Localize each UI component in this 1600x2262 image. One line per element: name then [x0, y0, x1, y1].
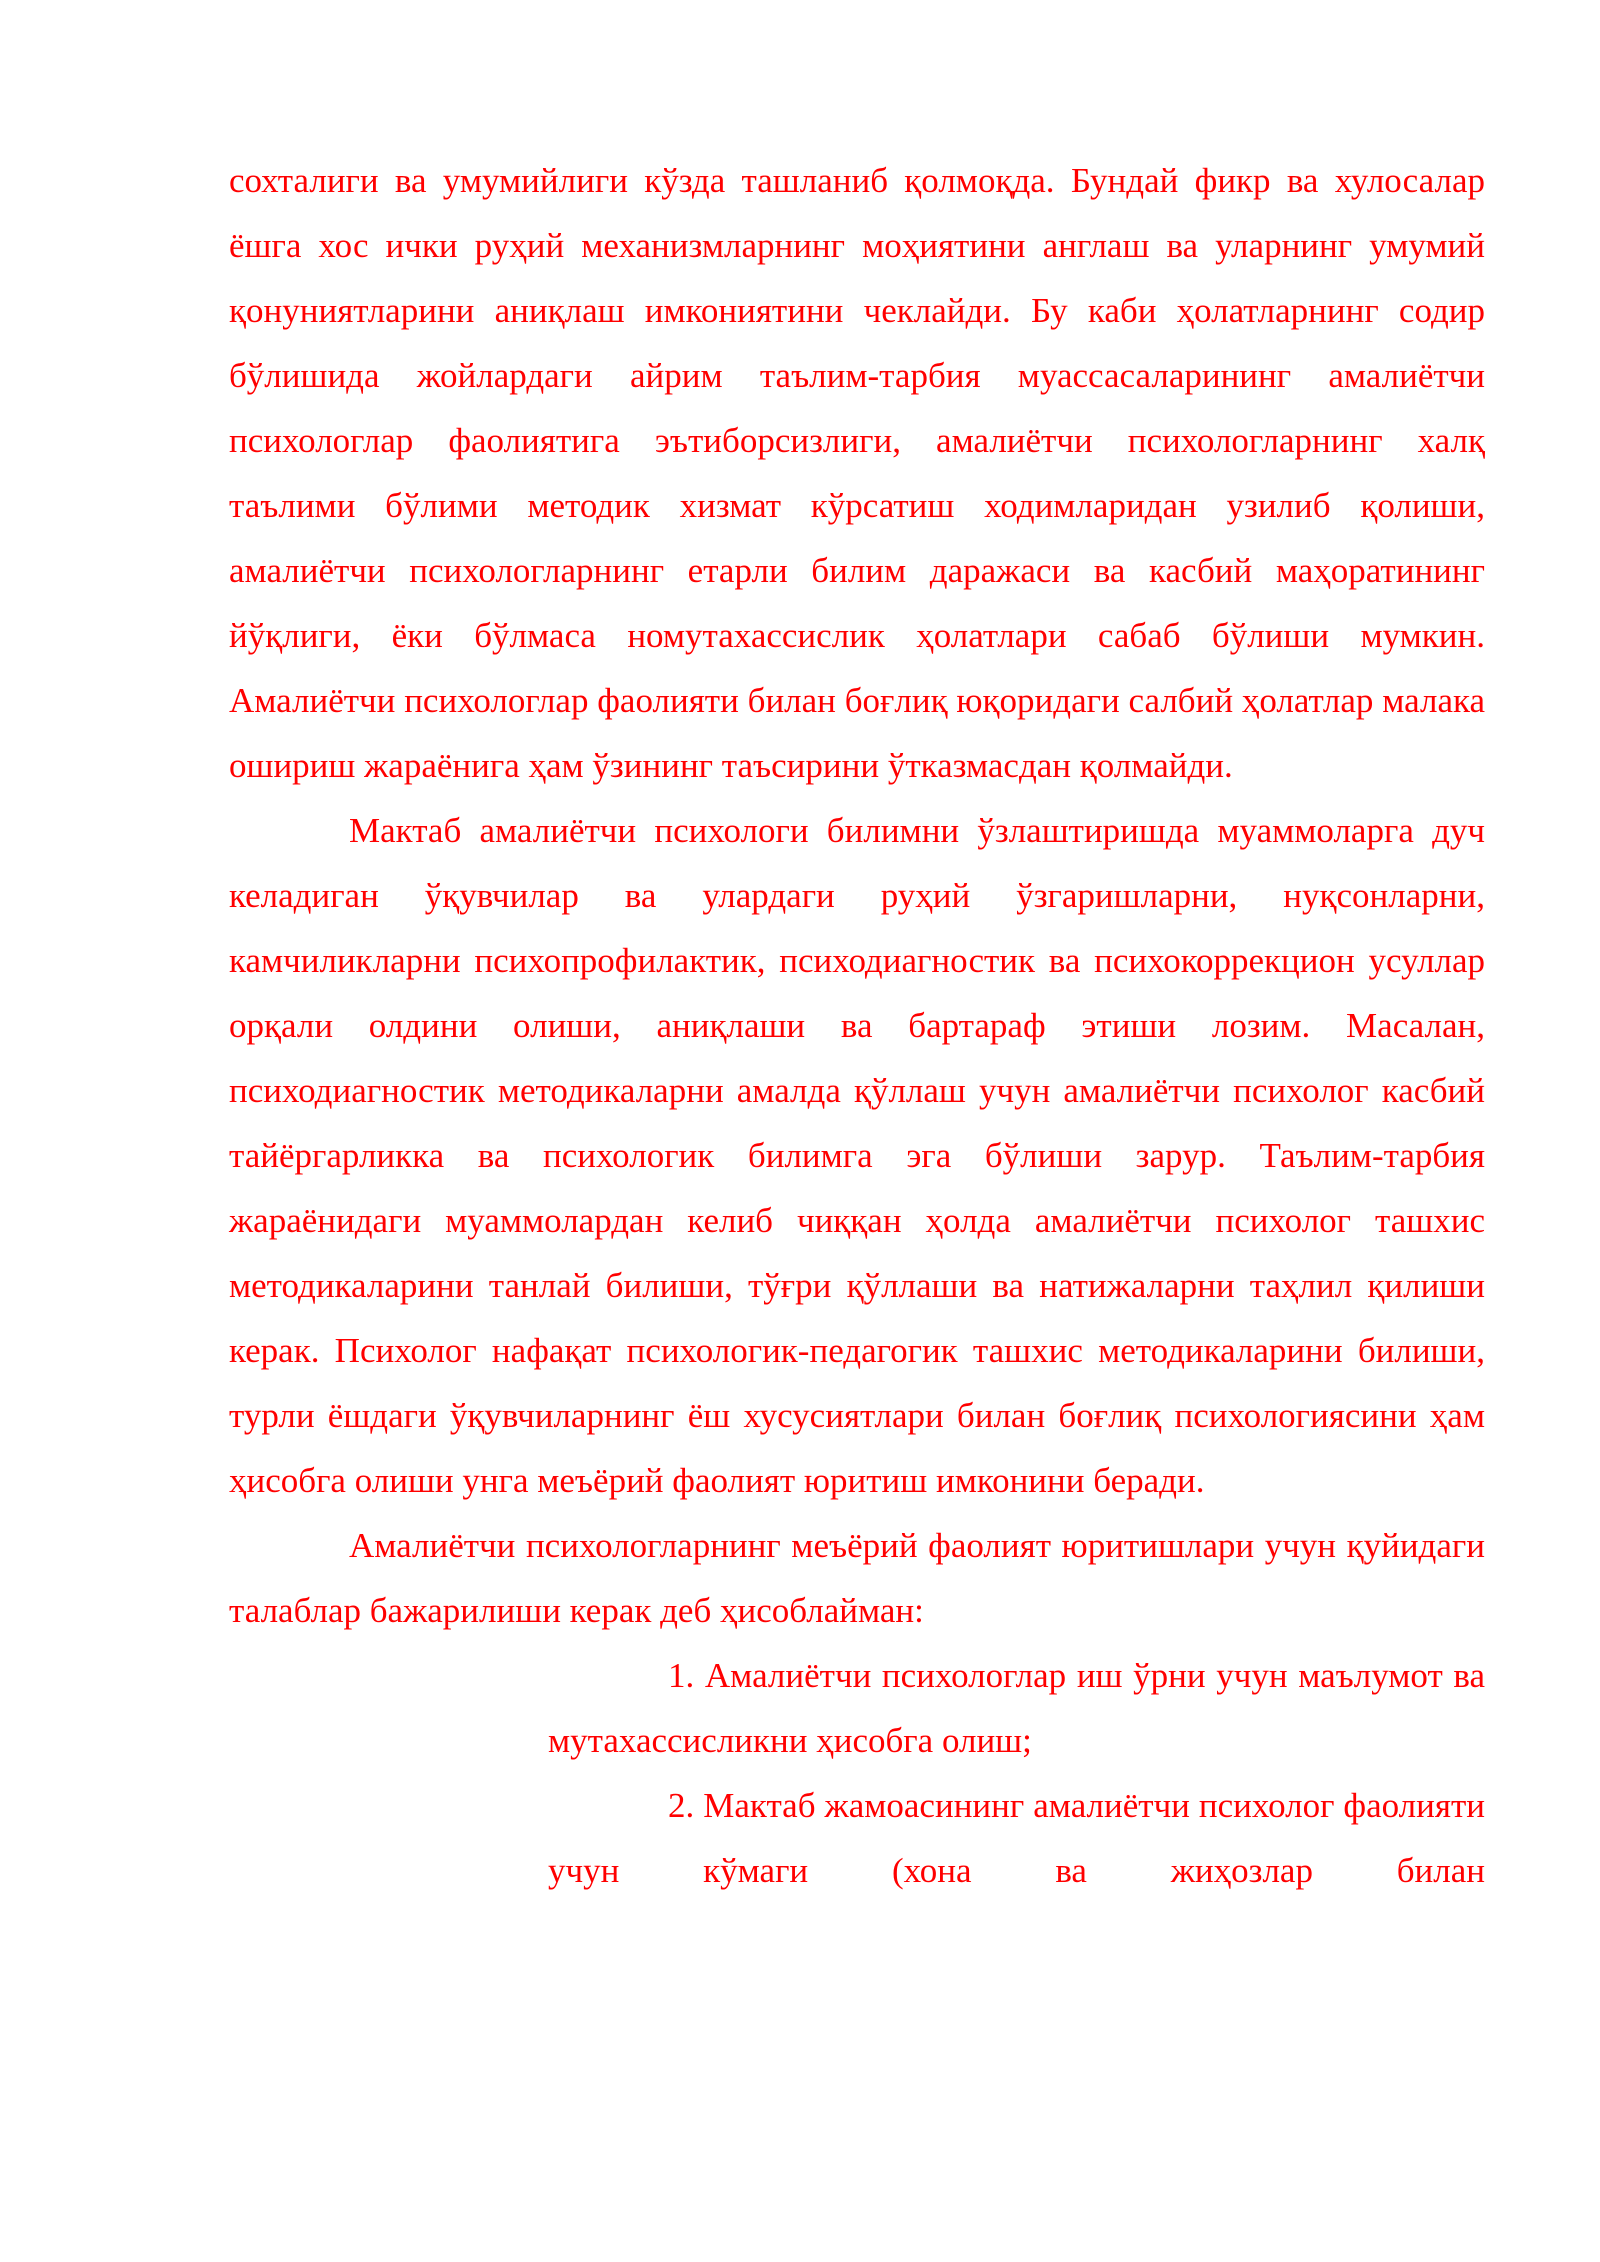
paragraph-1: сохталиги ва умумийлиги кўзда ташланиб қолмоқда. Бундай фикр ва хулосалар ёшга хос ички руҳий механизмларнинг моҳиятини англаш ва уларнинг умумий қонуниятларини аниқлаш имкониятини чеклайди. Бу каби ҳолатларнинг содир бўлишида жойлардаги айрим таълим-тарбия муассасаларининг амалиётчи психологлар фаолиятига эътиборсизлиги, амалиётчи психологларнинг халқ таълими бўлими методик хизмат кўрсатиш ходимларидан узилиб қолиши, амалиётчи психологларнинг етарли билим даражаси ва касбий маҳоратининг йўқлиги, ёки бўлмаса номутахассислик ҳолатлари сабаб бўлиши мумкин. Амалиётчи психологлар фаолияти билан боғлиқ юқоридаги салбий ҳолатлар малака ошириш жараёнига ҳам ўзининг таъсирини ўтказмасдан қолмайди. [229, 161, 1485, 785]
list-item-text: Мактаб жамоасининг амалиётчи психолог фаолияти учун кўмаги (хона ва жиҳозлар билан [548, 1786, 1486, 1890]
list-item-number: 2. [668, 1786, 695, 1825]
paragraph-2: Мактаб амалиётчи психологи билимни ўзлаштиришда муаммоларга дуч келадиган ўқувчилар ва улардаги руҳий ўзгаришларни, нуқсонларни, камчиликларни психопрофилактик, психодиагностик ва психокоррекцион усуллар орқали олдини олиши, аниқлаши ва бартараф этиши лозим. Масалан, психодиагностик методикаларни амалда қўллаш учун амалиётчи психолог касбий тайёргарликка ва психологик билимга эга бўлиши зарур. Таълим-тарбия жараёнидаги муаммолардан келиб чиққан ҳолда амалиётчи психолог ташхис методикаларини танлай билиши, тўғри қўллаши ва натижаларни таҳлил қилиши керак. Психолог нафақат психологик-педагогик ташхис методикаларини билиши, турли ёшдаги ўқувчиларнинг ёш хусусиятлари билан боғлиқ психологиясини ҳам ҳисобга олиши унга меъёрий фаолият юритиш имконини беради. [229, 811, 1485, 1500]
list-item [548, 1643, 1485, 1773]
paragraph-3: Амалиётчи психологларнинг меъёрий фаолият юритишлари учун қуйидаги талаблар бажарилиши керак деб ҳисоблайман: [229, 1526, 1485, 1630]
list-item-text: Амалиётчи психологлар иш ўрни учун маълумот ва мутахассисликни ҳисобга олиш; [548, 1656, 1485, 1760]
requirements-list [229, 1643, 1485, 1903]
document-body [229, 148, 1485, 1903]
list-item-number: 1. [668, 1656, 695, 1695]
list-item [548, 1773, 1485, 1903]
